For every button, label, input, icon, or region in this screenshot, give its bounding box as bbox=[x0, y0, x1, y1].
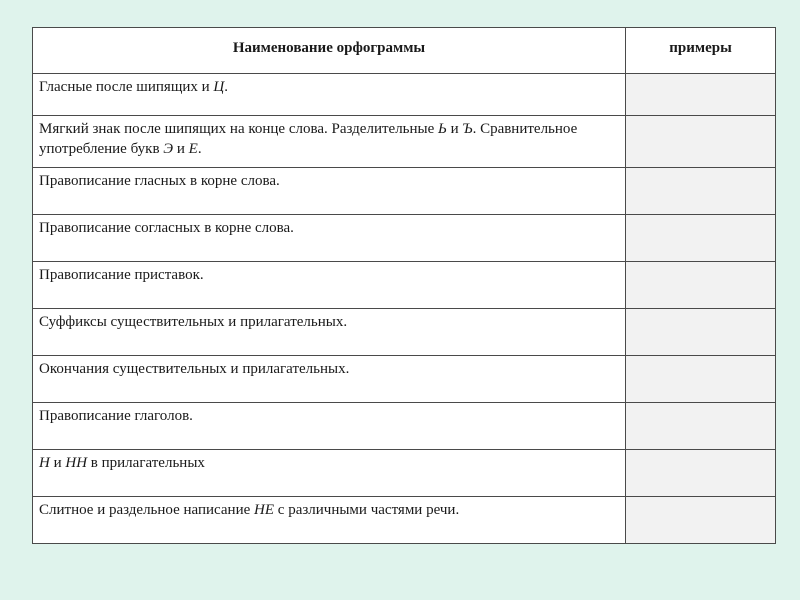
orthogram-italic: Н bbox=[39, 455, 50, 471]
orthogram-text-mid: и bbox=[446, 121, 463, 137]
orthogram-cell: Правописание приставок. bbox=[33, 262, 626, 309]
examples-cell[interactable] bbox=[626, 309, 776, 356]
orthogram-cell: Суффиксы существительных и прилагательных. bbox=[33, 309, 626, 356]
orthogram-text-mid: и bbox=[173, 141, 189, 157]
orthogram-text-end: . bbox=[224, 79, 229, 95]
orthogram-text: Мягкий знак после шипящих на конце слова. Разделительные bbox=[39, 121, 439, 137]
table-row bbox=[33, 215, 776, 262]
orthogram-text-end: . bbox=[197, 141, 202, 157]
orthogram-text-end: в прилагательных bbox=[87, 455, 205, 471]
orthogram-table-container bbox=[32, 27, 775, 543]
table-header-row bbox=[33, 28, 776, 74]
table-row bbox=[33, 116, 776, 168]
orthogram-italic: Ц bbox=[213, 79, 225, 95]
orthogram-cell bbox=[33, 74, 626, 116]
examples-cell[interactable] bbox=[626, 116, 776, 168]
examples-cell[interactable] bbox=[626, 215, 776, 262]
examples-cell[interactable] bbox=[626, 450, 776, 497]
orthogram-italic: Ь bbox=[438, 121, 447, 137]
orthogram-cell: Окончания существительных и прилагательных. bbox=[33, 356, 626, 403]
orthogram-italic: Е bbox=[188, 141, 198, 157]
orthogram-italic: НН bbox=[65, 455, 88, 471]
examples-cell[interactable] bbox=[626, 262, 776, 309]
orthogram-cell: Правописание согласных в корне слова. bbox=[33, 215, 626, 262]
orthogram-cell bbox=[33, 497, 626, 544]
table-row bbox=[33, 309, 776, 356]
orthogram-text-mid: . Сравнительное употребление букв bbox=[39, 121, 578, 157]
table-row bbox=[33, 168, 776, 215]
table-row bbox=[33, 450, 776, 497]
examples-cell[interactable] bbox=[626, 356, 776, 403]
orthogram-cell: Правописание гласных в корне слова. bbox=[33, 168, 626, 215]
orthogram-text-end: с различными частями речи. bbox=[274, 502, 460, 518]
orthogram-cell: Правописание глаголов. bbox=[33, 403, 626, 450]
orthogram-italic: НЕ bbox=[254, 502, 275, 518]
orthogram-table bbox=[32, 27, 776, 544]
table-row bbox=[33, 74, 776, 116]
orthogram-italic: Э bbox=[163, 141, 174, 157]
examples-cell[interactable] bbox=[626, 497, 776, 544]
table-row bbox=[33, 403, 776, 450]
orthogram-italic: Ъ bbox=[462, 121, 473, 137]
orthogram-cell bbox=[33, 450, 626, 497]
examples-cell[interactable] bbox=[626, 74, 776, 116]
orthogram-text-mid: и bbox=[49, 455, 66, 471]
table-row bbox=[33, 262, 776, 309]
orthogram-text: Слитное и раздельное написание bbox=[39, 502, 255, 518]
examples-cell[interactable] bbox=[626, 168, 776, 215]
header-examples: примеры bbox=[626, 28, 776, 74]
orthogram-text: Гласные после шипящих и bbox=[39, 79, 214, 95]
examples-cell[interactable] bbox=[626, 403, 776, 450]
orthogram-cell bbox=[33, 116, 626, 168]
table-row bbox=[33, 356, 776, 403]
table-row bbox=[33, 497, 776, 544]
header-orthogram-name: Наименование орфограммы bbox=[33, 28, 626, 74]
